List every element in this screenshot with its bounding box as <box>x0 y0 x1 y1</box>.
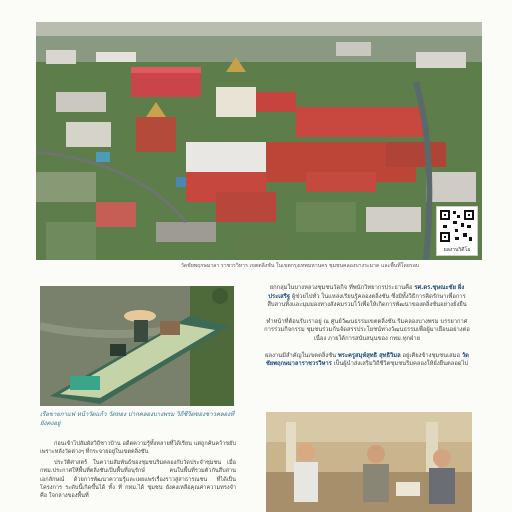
right-paragraph-1 <box>262 284 472 310</box>
qr-code-icon <box>437 207 477 245</box>
aerial-caption: วัดชัยพฤกษมาลา ราชวรวิหาร เขตตลิ่งชัน ในเขตกรุงเทพมหานคร ชุมชนคลองบางระมาด และพื้นที่โดยรอบ <box>180 263 420 269</box>
p1-name: รศ.ดร.ชุษณะชัย ผิ่งประเสริฐ <box>268 285 465 300</box>
people-photo <box>266 412 472 512</box>
p3-name-2: วัดชัยพฤกษมาลาราชวรวิหาร <box>265 352 469 368</box>
p3-name-1: พระครูสมุห์สุทธิ สุทธิวิมล <box>337 352 401 359</box>
p1-rest: ผู้ช่วยไปทั่ว ในแหล่งเรียนรู้คลองตลิ่งชัน ซึ่งมีทั้งวิธีการคิดรักษาเพื่อการสืบสานทิ้งและมุมมองทางสังคมรวมไว้เพื่อให้เกิดการพัฒนาของตลิ่งชันอย่างยั่งยืน <box>267 293 467 309</box>
left-body-text <box>40 440 236 503</box>
boat-photo <box>40 286 234 406</box>
right-paragraph-2: ทำหน้าที่ต้อนรับเราอยู่ ณ ศูนย์วัฒนธรรมเขตตลิ่งชัน ริมคลองบางพรม บรรยากาศการร่วมกิจกรรม ชุมชนร่วมกันจัดสรรประโยชน์ทางวัฒนธรรมเพื่อผู้มาเยือนอย่างต่อเนื่อง ภายใต้การสนับสนุนของ กทม.ทุกฝ่าย <box>264 318 470 342</box>
aerial-photo <box>36 22 482 260</box>
qr-code[interactable] <box>436 206 478 256</box>
p1-intro: ยกกลุ่มในบางหลวงชุมชนวัดกิจ ที่พนักวิทยากรประธานคือ <box>269 285 413 291</box>
p3-mid: อยู่เคียงข้างชุมชนเสมอ <box>402 352 460 359</box>
p3-intro: ผลงานมีสำคัญในเขตตลิ่งชัน <box>265 352 337 359</box>
right-paragraph-3 <box>262 352 472 369</box>
qr-label: ผลงานวิดีโอ <box>443 247 471 253</box>
p3-rest: เป็นผู้นำส่งเสริมวิถีชีวิตชุมชนริมคลองให้ยั่งยืนตลอดไป <box>333 361 469 368</box>
right-column-text <box>262 284 472 377</box>
boat-caption: เรือขายกาแฟ หน้าวัดแก้ว วัดทอง ปากคลองบางพรม วิถีชีวิตของชาวคลองที่ยังคงอยู่ <box>40 411 235 427</box>
left-paragraph-1: ก่อนเข้าไปสัมผัสวิถีชาวบ้าน อดีตความรู้ทั้งหลายที่ได้เรียน แต่ถูกค้นคว้าขยับเพราะหลังวัดต่างๆ ที่กระจายอยู่ในเขตตลิ่งชัน <box>40 441 236 456</box>
left-paragraph-2: ประวัติศาสตร์ ในความสัมพันธ์ของชุมชนริมคลองกับวัดประจำชุมชน เมื่อ กทม.ประกาศให้พื้นที่ตลิ่งชันเป็นพื้นที่อนุรักษ์ คนในพื้นที่รวมตัวกันสืบสานเอกลักษณ์ ด้วยการพัฒนาความรู้และเผยแพร่เรื่องราวสู่สาธารณชน ที่ได้เป็นโครงการ ระดับนี้เกิดขึ้นได้ ทั้ง ที่ กทม.ได้ ชุมชน ยังคงเหลือคุณค่าความทรงจำ คือ ใจกลางของพื้นที่ <box>40 459 236 500</box>
